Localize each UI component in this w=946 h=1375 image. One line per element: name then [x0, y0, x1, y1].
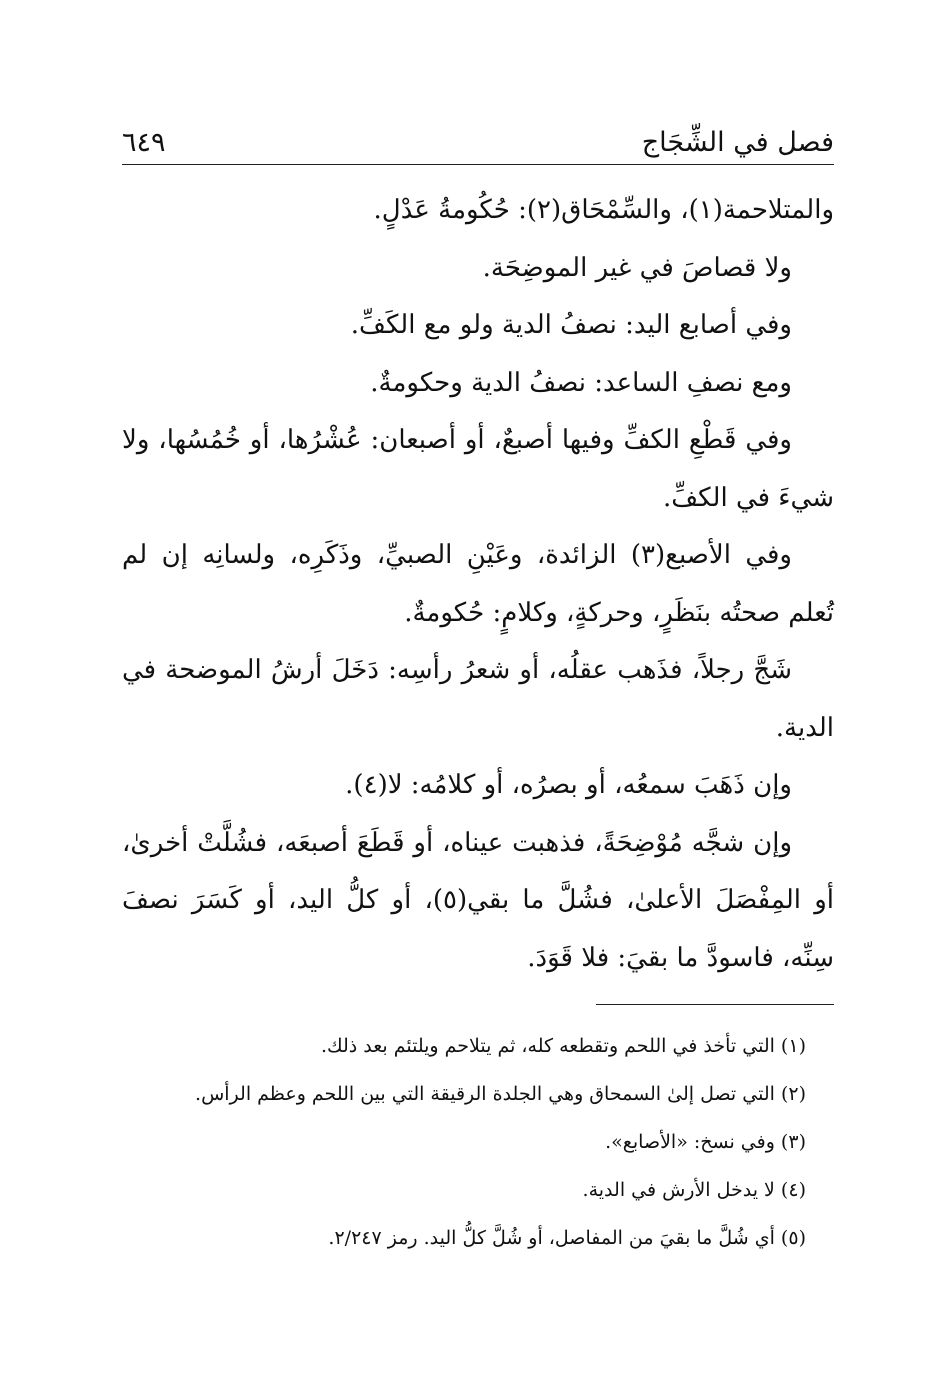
paragraph: ومع نصفِ الساعد: نصفُ الدية وحكومةٌ. [370, 367, 792, 398]
paragraph: وفي أصابع اليد: نصفُ الدية ولو مع الكَفِّ. [350, 310, 792, 340]
page-number: ٦٤٩ [122, 127, 166, 158]
paragraph: وإن شجَّه مُوْضِحَةً، فذهبت عيناه، أو قَطَعَ أصبعَه، فشُلَّتْ أخرىٰ، أو المِفْصَلَ الأعلىٰ، فشُلَّ ما بقي(٥)، أو كلُّ اليد، أو كَسَرَ نصفَ سِنِّه، فاسودَّ ما بقيَ: فلا قَوَدَ. [122, 827, 834, 973]
footnotes [122, 1022, 806, 1262]
chapter-title: فصل في الشِّجَاج [641, 127, 834, 158]
paragraph: وإن ذَهَبَ سمعُه، أو بصرُه، أو كلامُه: لا(٤). [345, 770, 792, 800]
paragraph: ولا قصاصَ في غير الموضِحَة. [482, 252, 792, 283]
footnote: (١) التي تأخذ في اللحم وتقطعه كله، ثم يتلاحم ويلتئم بعد ذلك. [320, 1035, 806, 1057]
paragraph: وفي الأصبع(٣) الزائدة، وعَيْنِ الصبيِّ، وذَكَرِه، ولسانِه إن لم تُعلم صحتُه بنَظَرٍ، وحركةٍ، وكلامٍ: حُكومةٌ. [122, 540, 834, 628]
running-header [122, 112, 834, 165]
paragraph: وفي قَطْعِ الكفِّ وفيها أصبعٌ، أو أصبعان: عُشْرُها، أو خُمُسُها، ولا شيءَ في الكفِّ. [122, 425, 834, 513]
footnote: (٢) التي تصل إلىٰ السمحاق وهي الجلدة الرقيقة التي بين اللحم وعظم الرأس. [195, 1083, 806, 1105]
paragraph: والمتلاحمة(١)، والسِّمْحَاق(٢): حُكُومةُ عَدْلٍ. [373, 195, 834, 225]
footnote: (٥) أي شُلَّ ما بقيَ من المفاصل، أو شُلَّ كلُّ اليد. رمز ٢/٢٤٧. [328, 1227, 806, 1249]
footnote: (٣) وفي نسخ: «الأصابع». [605, 1131, 806, 1153]
footnote: (٤) لا يدخل الأرش في الدية. [582, 1179, 806, 1201]
paragraph: شَجَّ رجلاً، فذَهب عقلُه، أو شعرُ رأسِه: دَخَلَ أرشُ الموضحة في الدية. [122, 655, 834, 743]
main-text [122, 182, 834, 987]
footnote-divider [596, 1004, 834, 1005]
